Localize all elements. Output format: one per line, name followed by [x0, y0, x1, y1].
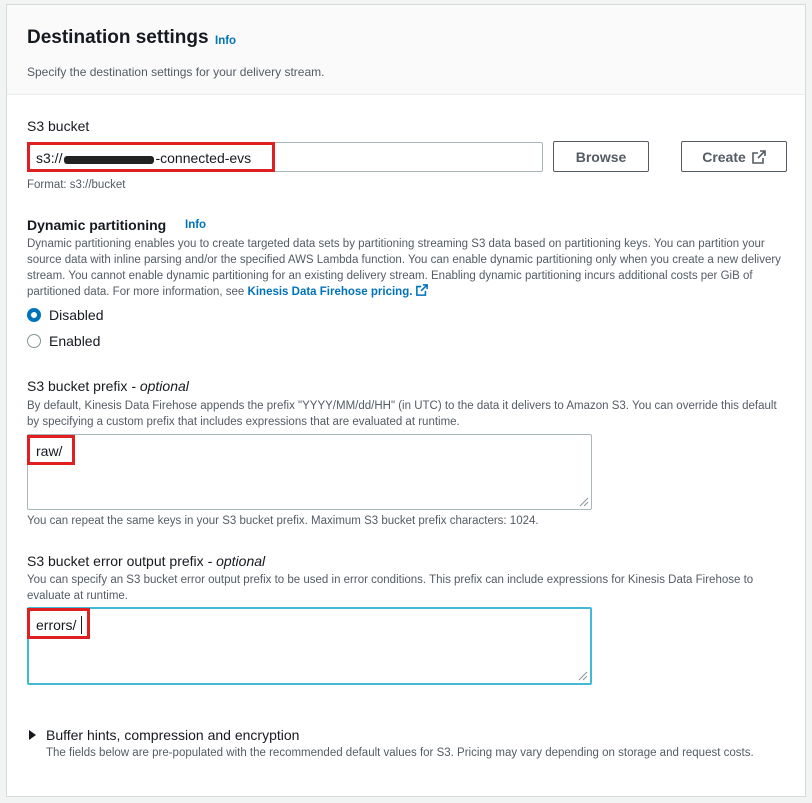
browse-button-label: Browse [575, 148, 627, 165]
pricing-link[interactable]: Kinesis Data Firehose pricing. [247, 286, 413, 298]
create-button-label: Create [702, 148, 746, 165]
panel-header [7, 5, 805, 95]
s3-bucket-format-hint: Format: s3://bucket [27, 179, 126, 191]
page-title: Destination settings [27, 27, 209, 48]
s3-bucket-label: S3 bucket [27, 118, 90, 134]
radio-enabled[interactable] [27, 333, 100, 349]
error-prefix-textarea[interactable] [27, 607, 592, 685]
buffer-hints-title: Buffer hints, compression and encryption [46, 727, 300, 743]
s3-prefix-value: raw/ [36, 443, 63, 459]
buffer-hints-description: The fields below are pre-populated with the recommended default values for S3. Pricing may vary depending on storage and request costs. [46, 747, 754, 759]
error-prefix-value-highlight[interactable] [27, 608, 90, 639]
text-cursor [81, 616, 82, 634]
destination-settings-panel [6, 4, 806, 797]
dynamic-partitioning-text: Dynamic partitioning enables you to create targeted data sets by partitioning streaming S3 data based on partitioning keys. You can partition your source data with inline parsing and/or the specified AWS Lambda function. You can enable dynamic partitioning only when you create a new delivery stream. You cannot enable dynamic partitioning for an existing delivery stream. Enabling dynamic partitioning incurs additional costs per GiB of partitioned data. For more information, see [27, 238, 781, 298]
s3-prefix-label-text: S3 bucket prefix [27, 378, 128, 394]
radio-enabled-label: Enabled [49, 333, 101, 349]
s3-prefix-value-highlight[interactable] [27, 435, 75, 465]
s3-prefix-label [27, 378, 189, 394]
s3-prefix-textarea[interactable] [27, 434, 592, 510]
dynamic-partitioning-description [27, 236, 787, 300]
dynamic-partitioning-info-link[interactable]: Info [185, 219, 207, 231]
s3-prefix-description: By default, Kinesis Data Firehose appends the prefix "YYYY/MM/dd/HH" (in UTC) to the data it delivers to Amazon S3. You can override this default by specifying a custom prefix that includes expressions that are evaluated at runtime. [27, 400, 777, 428]
error-prefix-value: errors/ [36, 617, 77, 633]
s3-bucket-value-prefix: s3:// [36, 150, 63, 166]
resize-handle-icon[interactable] [579, 497, 589, 507]
redacted-account-id [62, 153, 155, 163]
error-prefix-description: You can specify an S3 bucket error output prefix to be used in error conditions. This prefix can include expressions for Kinesis Data Firehose to evaluate at runtime. [27, 574, 754, 602]
caret-right-icon [29, 730, 36, 740]
error-prefix-label [27, 553, 265, 569]
s3-bucket-value-highlight[interactable] [27, 142, 275, 172]
radio-disabled[interactable] [27, 307, 103, 323]
radio-button-unchecked[interactable] [27, 334, 41, 348]
s3-prefix-hint: You can repeat the same keys in your S3 bucket prefix. Maximum S3 bucket prefix characters: 1024. [27, 515, 539, 527]
browse-button[interactable] [553, 141, 649, 172]
external-link-icon [416, 284, 428, 296]
radio-button-checked[interactable] [27, 308, 41, 322]
s3-prefix-optional: - optional [131, 378, 189, 394]
external-link-icon [752, 150, 766, 164]
info-link[interactable]: Info [215, 35, 237, 47]
buffer-hints-expander[interactable] [29, 727, 299, 743]
s3-bucket-value-suffix: -connected-evs [155, 150, 252, 166]
error-prefix-label-text: S3 bucket error output prefix [27, 553, 204, 569]
error-prefix-optional: - optional [207, 553, 266, 569]
page-subtitle: Specify the destination settings for your delivery stream. [27, 65, 325, 79]
radio-disabled-label: Disabled [49, 307, 104, 323]
create-button[interactable] [681, 141, 787, 172]
resize-handle-icon[interactable] [578, 671, 588, 681]
dynamic-partitioning-label: Dynamic partitioning [27, 217, 167, 233]
